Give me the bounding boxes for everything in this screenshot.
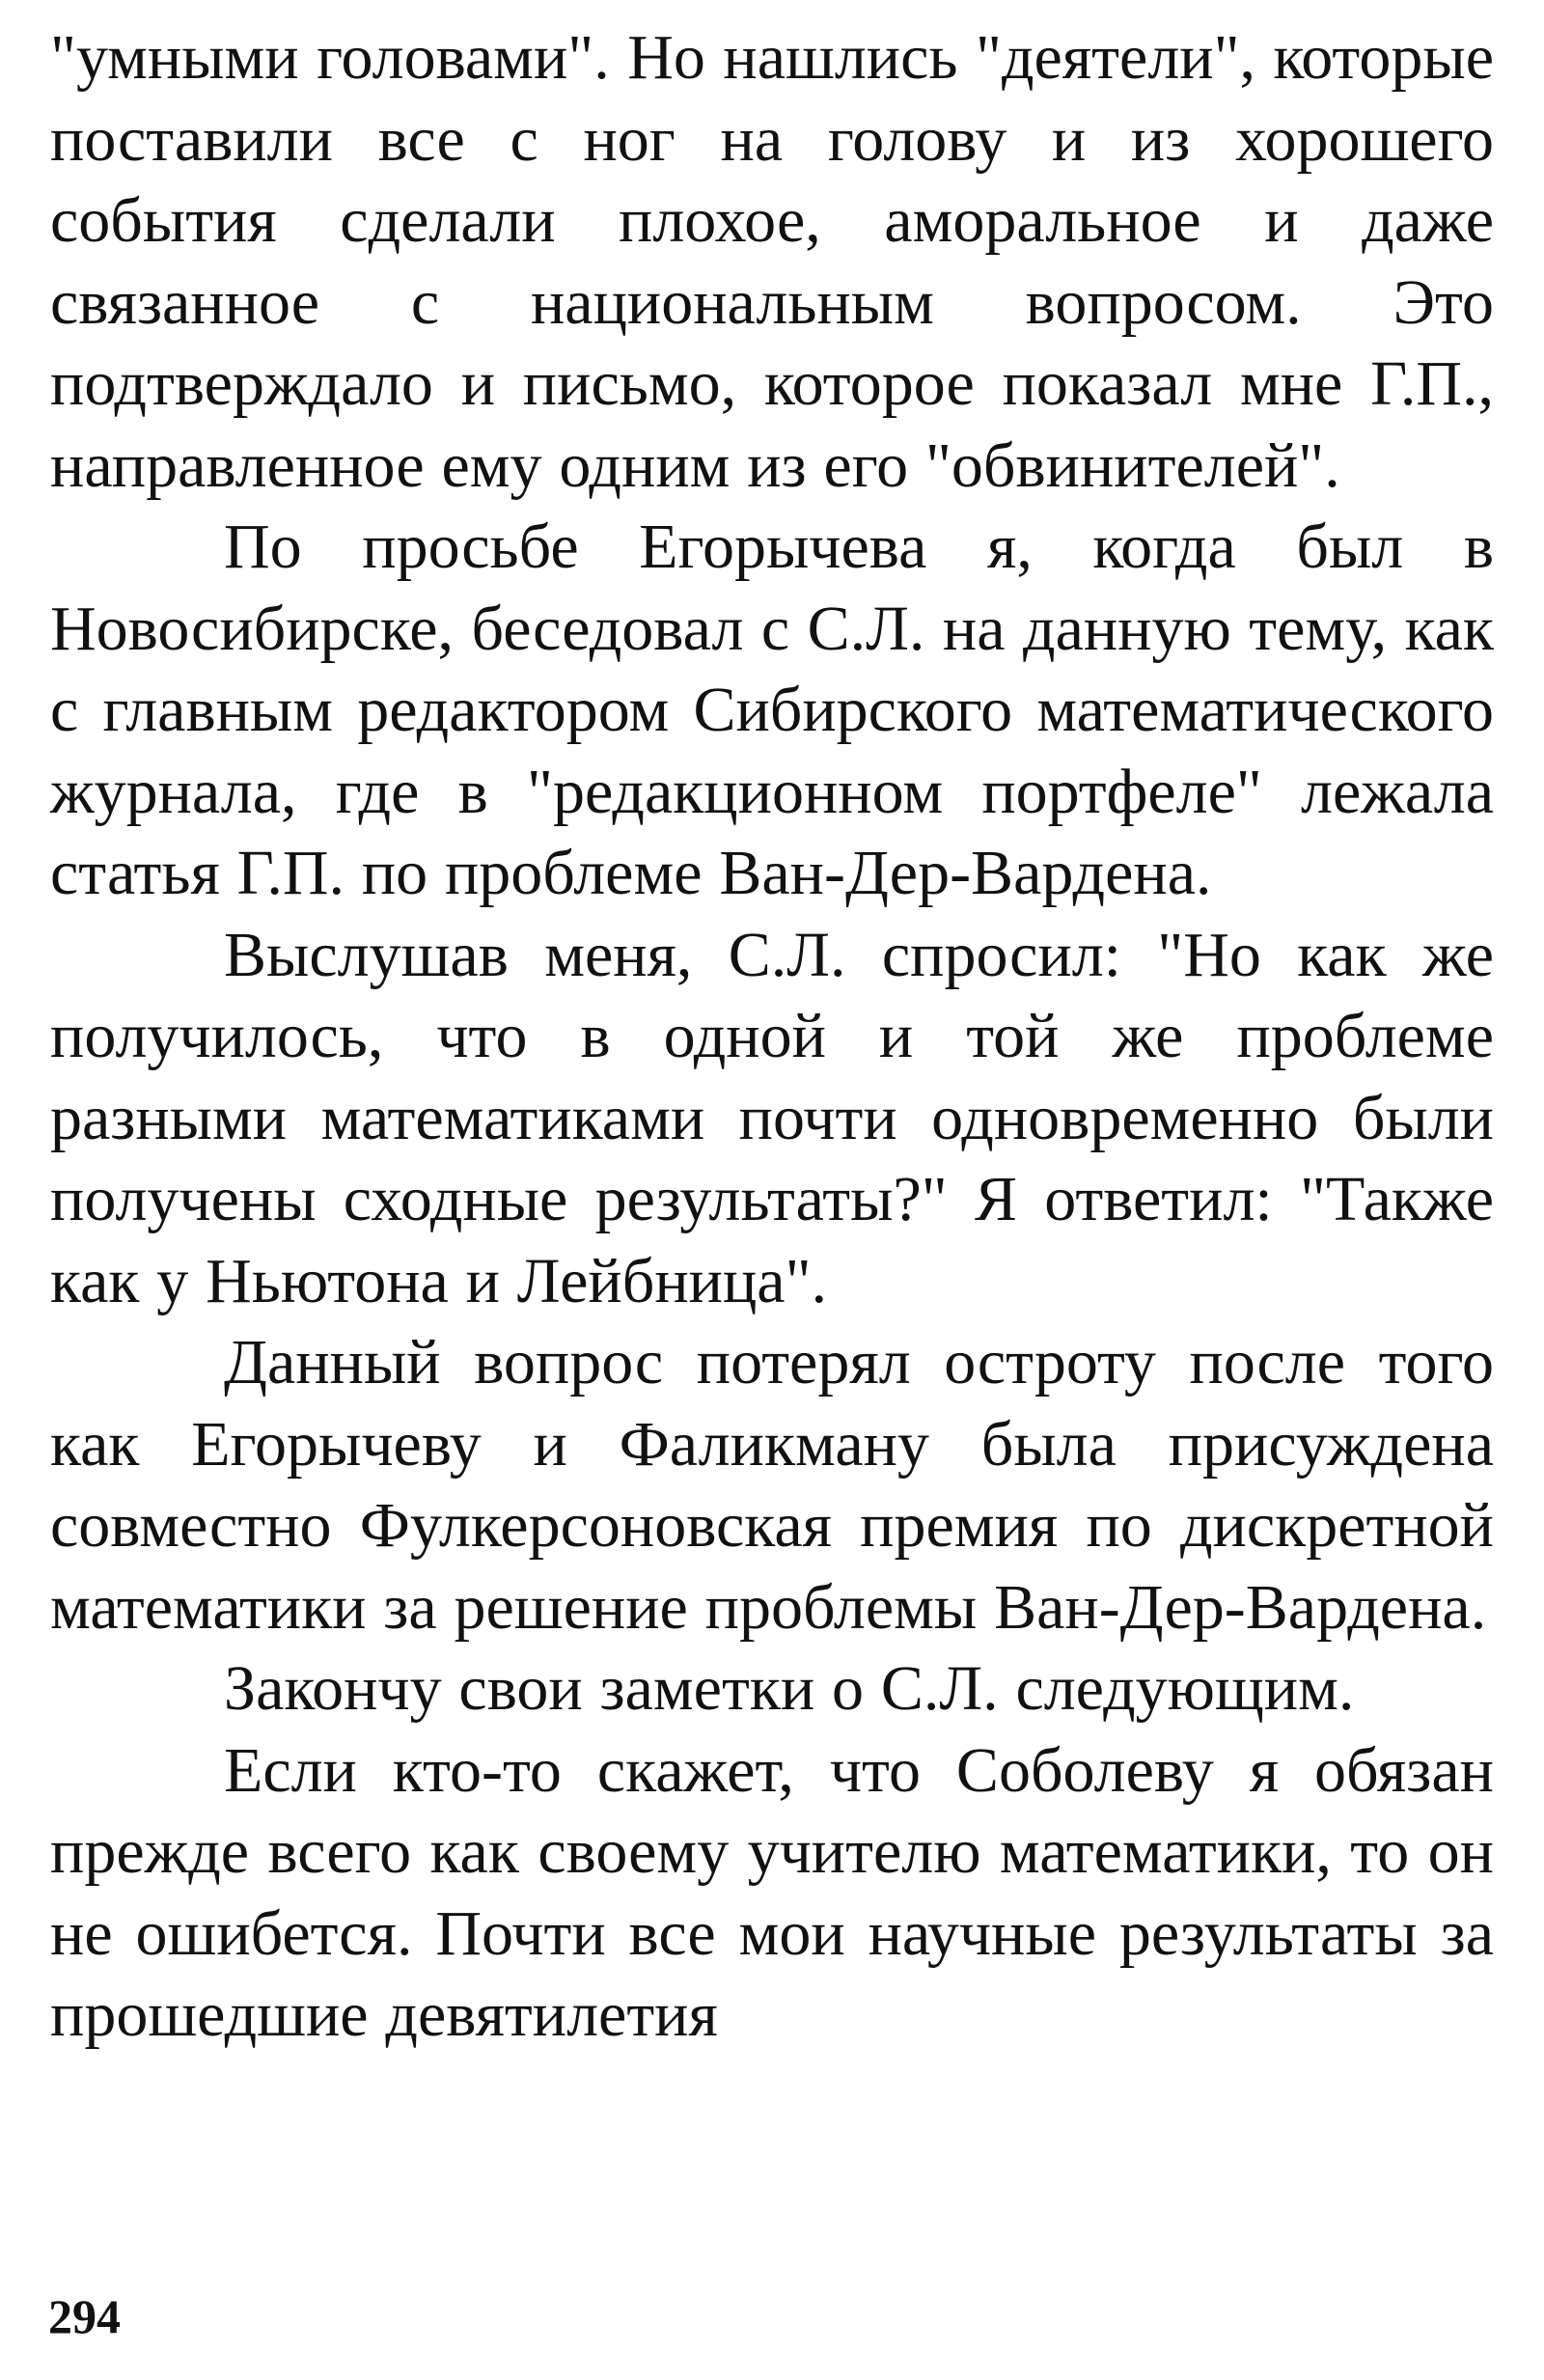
paragraph-4: Данный вопрос потерял остроту после того как Егорычеву и Фаликману была присуждена совместно Фулкерсоновская премия по дискретной математики за решение проблемы Ван-Дер-Вардена. <box>50 1327 1494 1643</box>
paragraph-3: Выслушав меня, С.Л. спросил: "Но как же получилось, что в одной и той же проблеме разными математиками почти одновременно были получены сходные результаты?" Я ответил: "Также как у Ньютона и Лейбница". <box>50 919 1494 1316</box>
paragraph-5: Закончу свои заметки о С.Л. следующим. <box>224 1653 1355 1724</box>
paragraph-1: "умными головами". Но нашлись "деятели", которые поставили все с ног на голову и из хорошего события сделали плохое, аморальное и даже связанное с национальным вопросом. Это подтверждало и письмо, которое показал мне Г.П., направленное ему одним из его "обвинителей". <box>50 22 1494 501</box>
paragraph-6: Если кто-то скажет, что Соболеву я обязан прежде всего как своему учителю математики, то он не ошибется. Почти все мои научные результаты за прошедшие девятилетия <box>50 1734 1494 2050</box>
page-body <box>50 17 1494 2057</box>
page-number: 294 <box>48 2289 121 2343</box>
paragraph-2: По просьбе Егорычева я, когда был в Новосибирске, беседовал с С.Л. на данную тему, как с главным редактором Сибирского математического журнала, где в "редакционном портфеле" лежала статья Г.П. по проблеме Ван-Дер-Вардена. <box>50 512 1494 908</box>
